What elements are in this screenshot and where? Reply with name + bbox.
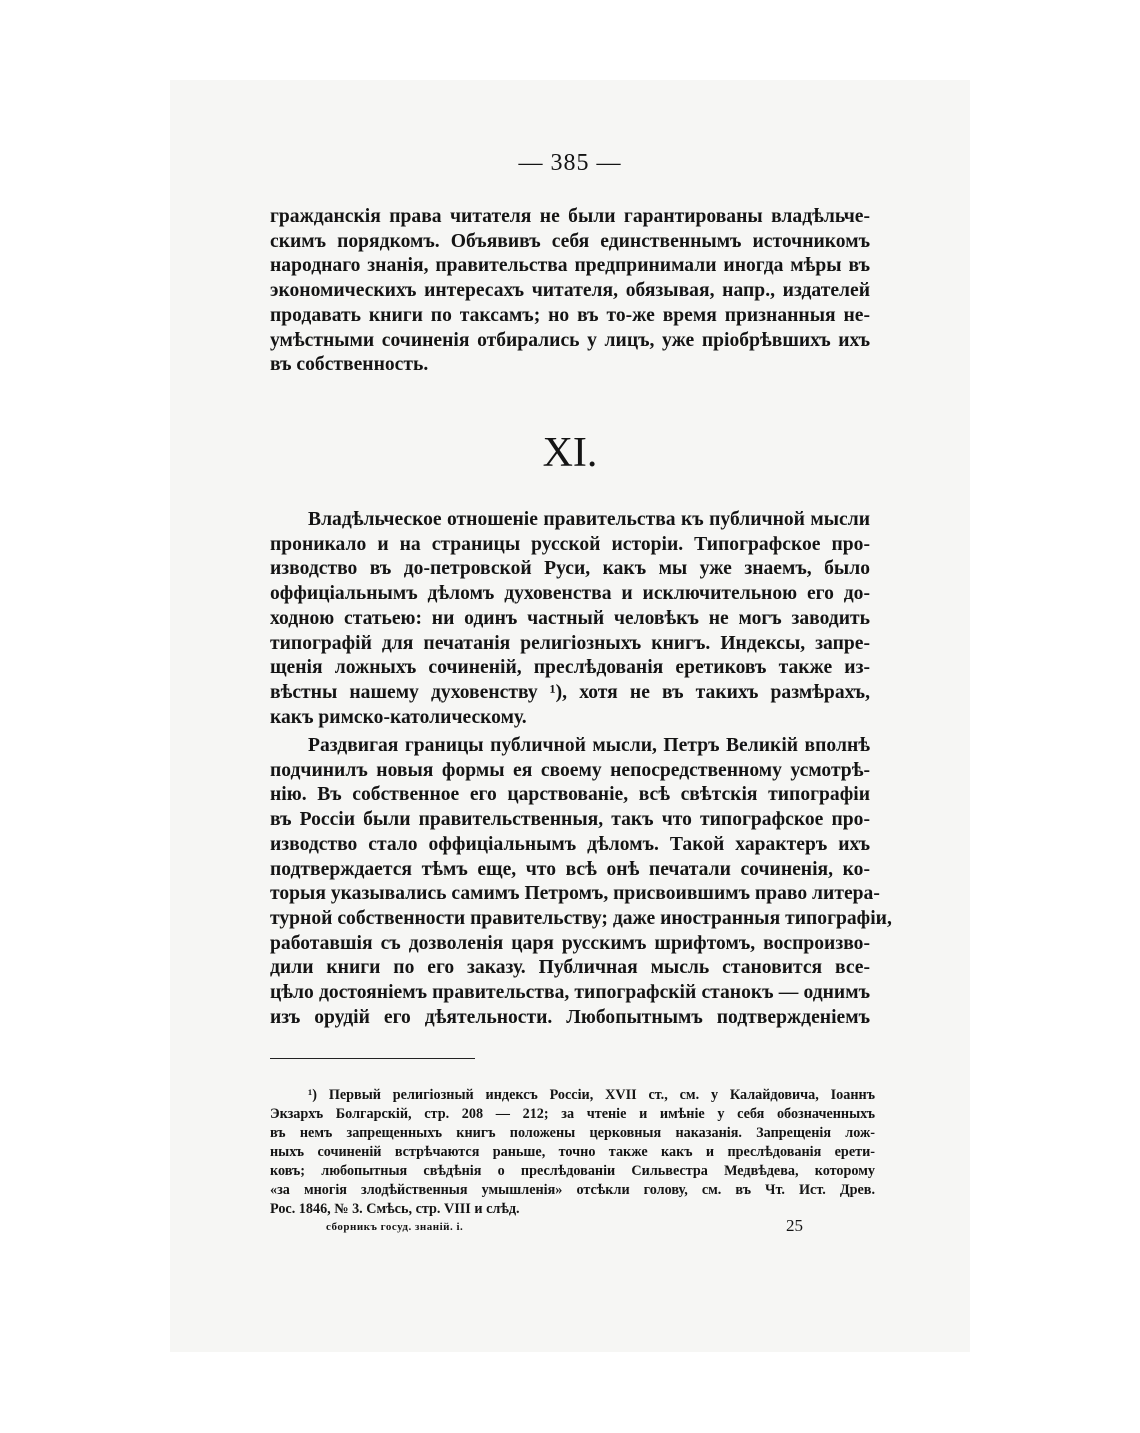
intro-paragraph <box>270 205 870 378</box>
text-line: оффиціальнымъ дѣломъ духовенства и исключительною его до- <box>270 583 870 605</box>
text-line: щенія ложныхъ сочиненій, преслѣдованія еретиковъ также из- <box>270 657 870 679</box>
text-line: торыя указывались самимъ Петромъ, присвоившимъ право литера- <box>270 883 880 905</box>
footnote-line: «за многія злодѣйственныя умышленія» отсѣкли голову, см. въ Чт. Ист. Древ. <box>270 1182 875 1198</box>
text-line: народнаго знанія, правительства предпринимали иногда мѣры въ <box>270 255 870 277</box>
text-line: изводство стало оффиціальнымъ дѣломъ. Такой характеръ ихъ <box>270 833 870 855</box>
paragraph-2 <box>270 734 892 1030</box>
text-line: продавать книги по таксамъ; но въ то-же время признанныя не- <box>270 304 870 326</box>
chapter-heading: XI. <box>542 430 598 476</box>
footnote-divider <box>270 1058 475 1059</box>
footnote-line: въ немъ запрещенныхъ книгъ положены церковныя наказанія. Запрещенія лож- <box>270 1125 875 1141</box>
text-line: умѣстными сочиненія отбирались у лицъ, уже пріобрѣвшихъ ихъ <box>270 329 870 351</box>
text-line: въ собственность. <box>270 354 429 376</box>
footnote-line: ныхъ сочиненій встрѣчаются раньше, точно также какъ и преслѣдованія ерети- <box>270 1144 875 1160</box>
text-line: ходною статьею: ни одинъ частный человѣкъ не могъ заводить <box>270 607 870 629</box>
text-line: проникало и на страницы русской исторіи. Типографское про- <box>270 533 870 555</box>
text-line: гражданскія права читателя не были гарантированы владѣльче- <box>270 206 870 227</box>
text-line: какъ римско-католическому. <box>270 706 527 728</box>
paragraph-1 <box>270 508 870 730</box>
text-line: дили книги по его заказу. Публичная мысль становится все- <box>270 957 870 979</box>
page-footer <box>270 1218 870 1242</box>
printer-signature-mark: сборникъ госуд. знаній. i. <box>326 1221 464 1233</box>
text-line: изводство въ до-петровской Руси, какъ мы уже знаемъ, было <box>270 558 870 580</box>
footnote-line: ковъ; любопытныя свѣдѣнія о преслѣдованіи Сильвестра Медвѣдева, которому <box>270 1163 875 1179</box>
text-line: типографій для печатанія религіозныхъ книгъ. Индексы, запре- <box>270 632 870 654</box>
footnote-line: Рос. 1846, № 3. Смѣсь, стр. VIII и слѣд. <box>270 1201 520 1217</box>
text-line: цѣло достояніемъ правительства, типографскій станокъ — однимъ <box>270 982 870 1004</box>
text-line: скимъ порядкомъ. Объявивъ себя единственнымъ источникомъ <box>270 230 870 252</box>
sheet-number: 25 <box>786 1216 803 1235</box>
text-line: подтверждается тѣмъ еще, что всѣ онѣ печатали сочиненія, ко- <box>270 858 870 880</box>
text-line: работавшія съ дозволенія царя русскимъ шрифтомъ, воспроизво- <box>270 932 870 954</box>
text-line: въ Россіи были правительственныя, такъ что типографское про- <box>270 809 870 831</box>
text-line: экономическихъ интересахъ читателя, обязывая, напр., издателей <box>270 280 870 302</box>
text-line: Владѣльческое отношеніе правительства къ публичной мысли <box>308 509 870 530</box>
footnote-line: ¹) Первый религіозный индексъ Россіи, XVII ст., см. у Калайдовича, Іоаннъ <box>308 1087 875 1103</box>
text-line: вѣстны нашему духовенству ¹), хотя не въ такихъ размѣрахъ, <box>270 681 870 703</box>
text-line: турной собственности правительству; даже иностранныя типографіи, <box>270 907 892 929</box>
text-line: подчинилъ новыя формы ея своему непосредственному усмотрѣ- <box>270 759 870 781</box>
page-number: — 385 — <box>518 150 622 176</box>
text-line: изъ орудій его дѣятельности. Любопытнымъ подтвержденіемъ <box>270 1006 870 1028</box>
text-line: нію. Въ собственное его царствованіе, всѣ свѣтскія типографіи <box>270 784 870 806</box>
footnote-line: Экзархъ Болгарскій, стр. 208 — 212; за чтеніе и имѣніе у себя обозначенныхъ <box>270 1106 875 1122</box>
text-line: Раздвигая границы публичной мысли, Петръ Великій вполнѣ <box>308 735 870 756</box>
footnote <box>270 1086 875 1219</box>
